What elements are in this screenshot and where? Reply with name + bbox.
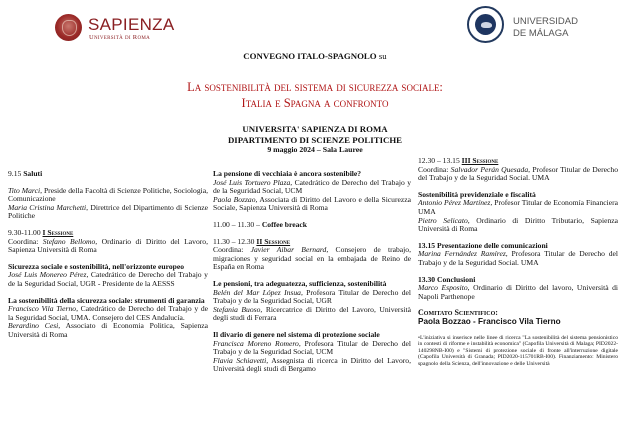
coordinator-name: Stefano Bellomo (42, 236, 96, 246)
speaker-entry (213, 179, 411, 196)
speaker-role: , Direttrice del Dipartimento di Scienze Politiche (8, 202, 208, 221)
talk-title: La sostenibilità della sicurezza sociale: strumenti di garanzia (8, 295, 205, 305)
session-2-coordinator (213, 246, 411, 272)
speaker-name: José Luis Tortuero Plaza (213, 177, 291, 187)
speaker-role: , Profesor Titular de Economía Financiera UMA (418, 198, 618, 216)
sapienza-name: SAPIENZA (88, 15, 175, 34)
venue-university: UNIVERSITA' SAPIENZA DI ROMA (242, 124, 388, 134)
speaker-entry (213, 357, 411, 374)
coordinator-role: , Consejero de trabajo, migraciones y seguridad social en la embajada de Reino de España en Roma (213, 245, 411, 272)
talk-title: Le pensioni, tra adeguatezza, sufficienza, sostenibilità (213, 278, 387, 288)
speaker-name: Stefania Buoso (213, 304, 261, 314)
speaker-name: Paola Bozzao (213, 194, 256, 204)
event-title-line2: Italia e Spagna a confronto (241, 96, 389, 110)
saluti-label: Saluti (23, 169, 43, 178)
talk-6 (418, 191, 618, 234)
coordinator-role: , Ordinario di Diritto del Lavoro, Sapienza Università di Roma (8, 236, 208, 255)
program-column-2 (213, 170, 411, 382)
speaker-name: Francisca Moreno Romero (213, 338, 299, 348)
talk-3 (213, 170, 411, 213)
session-3-label: III Sessione (461, 156, 499, 165)
conclusions (418, 276, 618, 302)
speaker-name: Tito Marci (8, 185, 41, 195)
speaker-role: , Preside della Facoltà di Scienze Politiche, Sociologia, Comunicazione (8, 185, 209, 204)
speaker-role: , Ricercatrice di Diritto del Lavoro, Università degli studi di Ferrara (213, 304, 411, 323)
program-column-3 (418, 157, 618, 367)
convegno-label: CONVEGNO ITALO-SPAGNOLO (243, 51, 377, 61)
talk-4 (213, 280, 411, 323)
saluti-speakers (8, 187, 208, 221)
speaker-name: Maria Cristina Marchetti (8, 202, 87, 212)
speaker-role: , Catedrático de Derecho del Trabajo y de la Seguridad Social, UCM (213, 177, 411, 196)
session-3-time: 12.30 – 13.15 (418, 156, 460, 165)
speaker-name: Berardino Cesi (8, 321, 59, 331)
session-2-time: 11.30 – 12.30 (213, 236, 255, 246)
speaker-entry (8, 204, 208, 221)
venue-block (0, 124, 630, 156)
committee-label: Comitato Scientifico: (418, 308, 498, 318)
funding-footnote: •L'iniziativa si inserisce nelle linee di ricerca "La sostenibilità del sistema pensionistico in contesti di riforme e instabilità economica" (Capofila Università di Malaga; PID2022-140298NB-I00) e "Sistemi di protezione sociale di fronte all'interruzione digitale (Capofila Università di Granada; PID2020-115701RB-I00). Finanziamento: Ministero spagnolo della Scienza, dell'innovazione e delle Università (418, 334, 618, 367)
event-date: 9 maggio 2024 – Sala Lauree (267, 145, 363, 154)
speaker-role: , Ordinario di Diritto Tributario, Sapienza Università di Roma (418, 215, 618, 234)
session-1-label: I Sessione (42, 227, 74, 237)
speaker-role: , Associata di Diritto del Lavoro e della Sicurezza Sociale, Sapienza Università di Roma (213, 194, 411, 213)
break-label: Coffee breack (261, 219, 308, 229)
uma-name-line1: UNIVERSIDAD (513, 16, 578, 27)
communications-title: 13.15 Presentazione delle comunicazioni (418, 240, 548, 250)
speaker-role: , Ordinario di Diritto del lavoro, Università di Napoli Parthenope (418, 283, 618, 301)
talk-1 (8, 263, 208, 289)
speaker-entry (418, 284, 618, 301)
speaker-role: , Profesora Titular de Derecho del Trabajo y de la Seguridad Social, UCM (213, 338, 411, 357)
talk-5 (213, 331, 411, 374)
speaker-entry (213, 289, 411, 306)
coffee-break (213, 221, 411, 230)
session-1-coordinator (8, 238, 208, 255)
speaker-name: Francisco Vila Tierno (8, 304, 77, 314)
communications (418, 242, 618, 268)
speaker-name: Flavia Schiavetti (213, 355, 267, 365)
speaker-entry (213, 196, 411, 213)
event-title-line1: La sostenibilità del sistema di sicurezza sociale: (187, 80, 443, 94)
speaker-name: Belén del Mar López Insua (213, 287, 301, 297)
convegno-heading (0, 51, 630, 61)
session-2 (213, 238, 411, 272)
speaker-entry (8, 305, 208, 322)
speaker-name: Antonio Pérez Martínez (418, 198, 491, 208)
venue-department: DIPARTIMENTO DI SCIENZE POLITICHE (227, 134, 403, 145)
speaker-role: , Catedrático de Derecho del Trabajo y de la Seguridad Social, UMA. Consejero del CES Andalucía. (8, 304, 208, 322)
coordinator-prefix: Coordina: (8, 236, 43, 246)
convegno-suffix: su (378, 51, 387, 61)
talk-title: La pensione di vecchiaia è ancora sostenibile? (213, 169, 362, 178)
speaker-name: José Luis Monereo Pérez (8, 270, 87, 280)
program-column-1 (8, 170, 208, 348)
saluti-time: 9.15 (8, 169, 22, 178)
speaker-entry (418, 250, 618, 267)
break-time: 11.00 – 11.30 – (213, 219, 260, 229)
sapienza-logo (55, 14, 175, 44)
session-3-coordinator (418, 166, 618, 183)
speaker-entry (8, 271, 208, 288)
speaker-role: , Assegnista di ricerca in Diritto del Lavoro, Università degli studi di Bergamo (213, 355, 411, 374)
session-3 (418, 157, 618, 183)
speaker-entry (418, 217, 618, 234)
coordinator-role: , Profesor Titular de Derecho del Trabajo y de la Seguridad Social. UMA (418, 164, 618, 183)
sapienza-seal-icon (55, 14, 82, 41)
coordinator-name: Javier Aibar Bernard (250, 245, 327, 255)
conclusions-title: 13.30 Conclusioni (418, 274, 476, 284)
speaker-role: , Profesora Titular de Derecho del Trabajo y de la Seguridad Social, UGR (213, 287, 411, 306)
speaker-entry (418, 199, 618, 216)
session-1-time: 9.30-11.00 (8, 227, 41, 237)
coordinator-prefix: Coordina: (418, 164, 451, 174)
uma-name (513, 16, 578, 40)
speaker-role: , Associato di Economia Politica, Sapienza Università di Roma (8, 321, 208, 339)
session-1 (8, 229, 208, 255)
session-2-label: II Sessione (256, 236, 291, 246)
speaker-role: , Catedrático de Derecho del Trabajo y de la Seguridad Social, UGR - Presidente de la AESSS (8, 270, 208, 288)
sapienza-subtitle: Università di Roma (89, 34, 151, 41)
coordinator-prefix: Coordina: (213, 245, 251, 255)
uma-seal-icon (467, 6, 504, 43)
speaker-entry (213, 340, 411, 357)
talk-title: Sicurezza sociale e sostenibilità, nell'orizzonte europeo (8, 261, 185, 271)
talk-2 (8, 297, 208, 340)
speaker-role: , Profesora Titular de Derecho del Trabajo y de la Seguridad Social. UMA (418, 249, 618, 267)
speaker-name: Marina Fernández Ramírez (418, 249, 506, 259)
coordinator-name: Salvador Perán Quesada (450, 164, 529, 174)
speaker-entry (8, 187, 208, 204)
speaker-name: Pietro Selicato (418, 215, 468, 225)
talk-title: Sostenibilità previdenziale e fiscalità (418, 189, 536, 199)
committee-names: Paola Bozzao - Francisco Vila Tierno (418, 316, 561, 326)
scientific-committee (418, 309, 618, 326)
event-title (0, 79, 630, 111)
speaker-entry (213, 306, 411, 323)
saluti-heading (8, 170, 208, 179)
speaker-entry (8, 322, 208, 339)
uma-name-line2: DE MÁLAGA (513, 28, 569, 39)
talk-title: Il divario di genere nel sistema di protezione sociale (213, 329, 380, 339)
uma-logo (467, 6, 597, 48)
speaker-name: Marco Esposito (418, 283, 468, 293)
